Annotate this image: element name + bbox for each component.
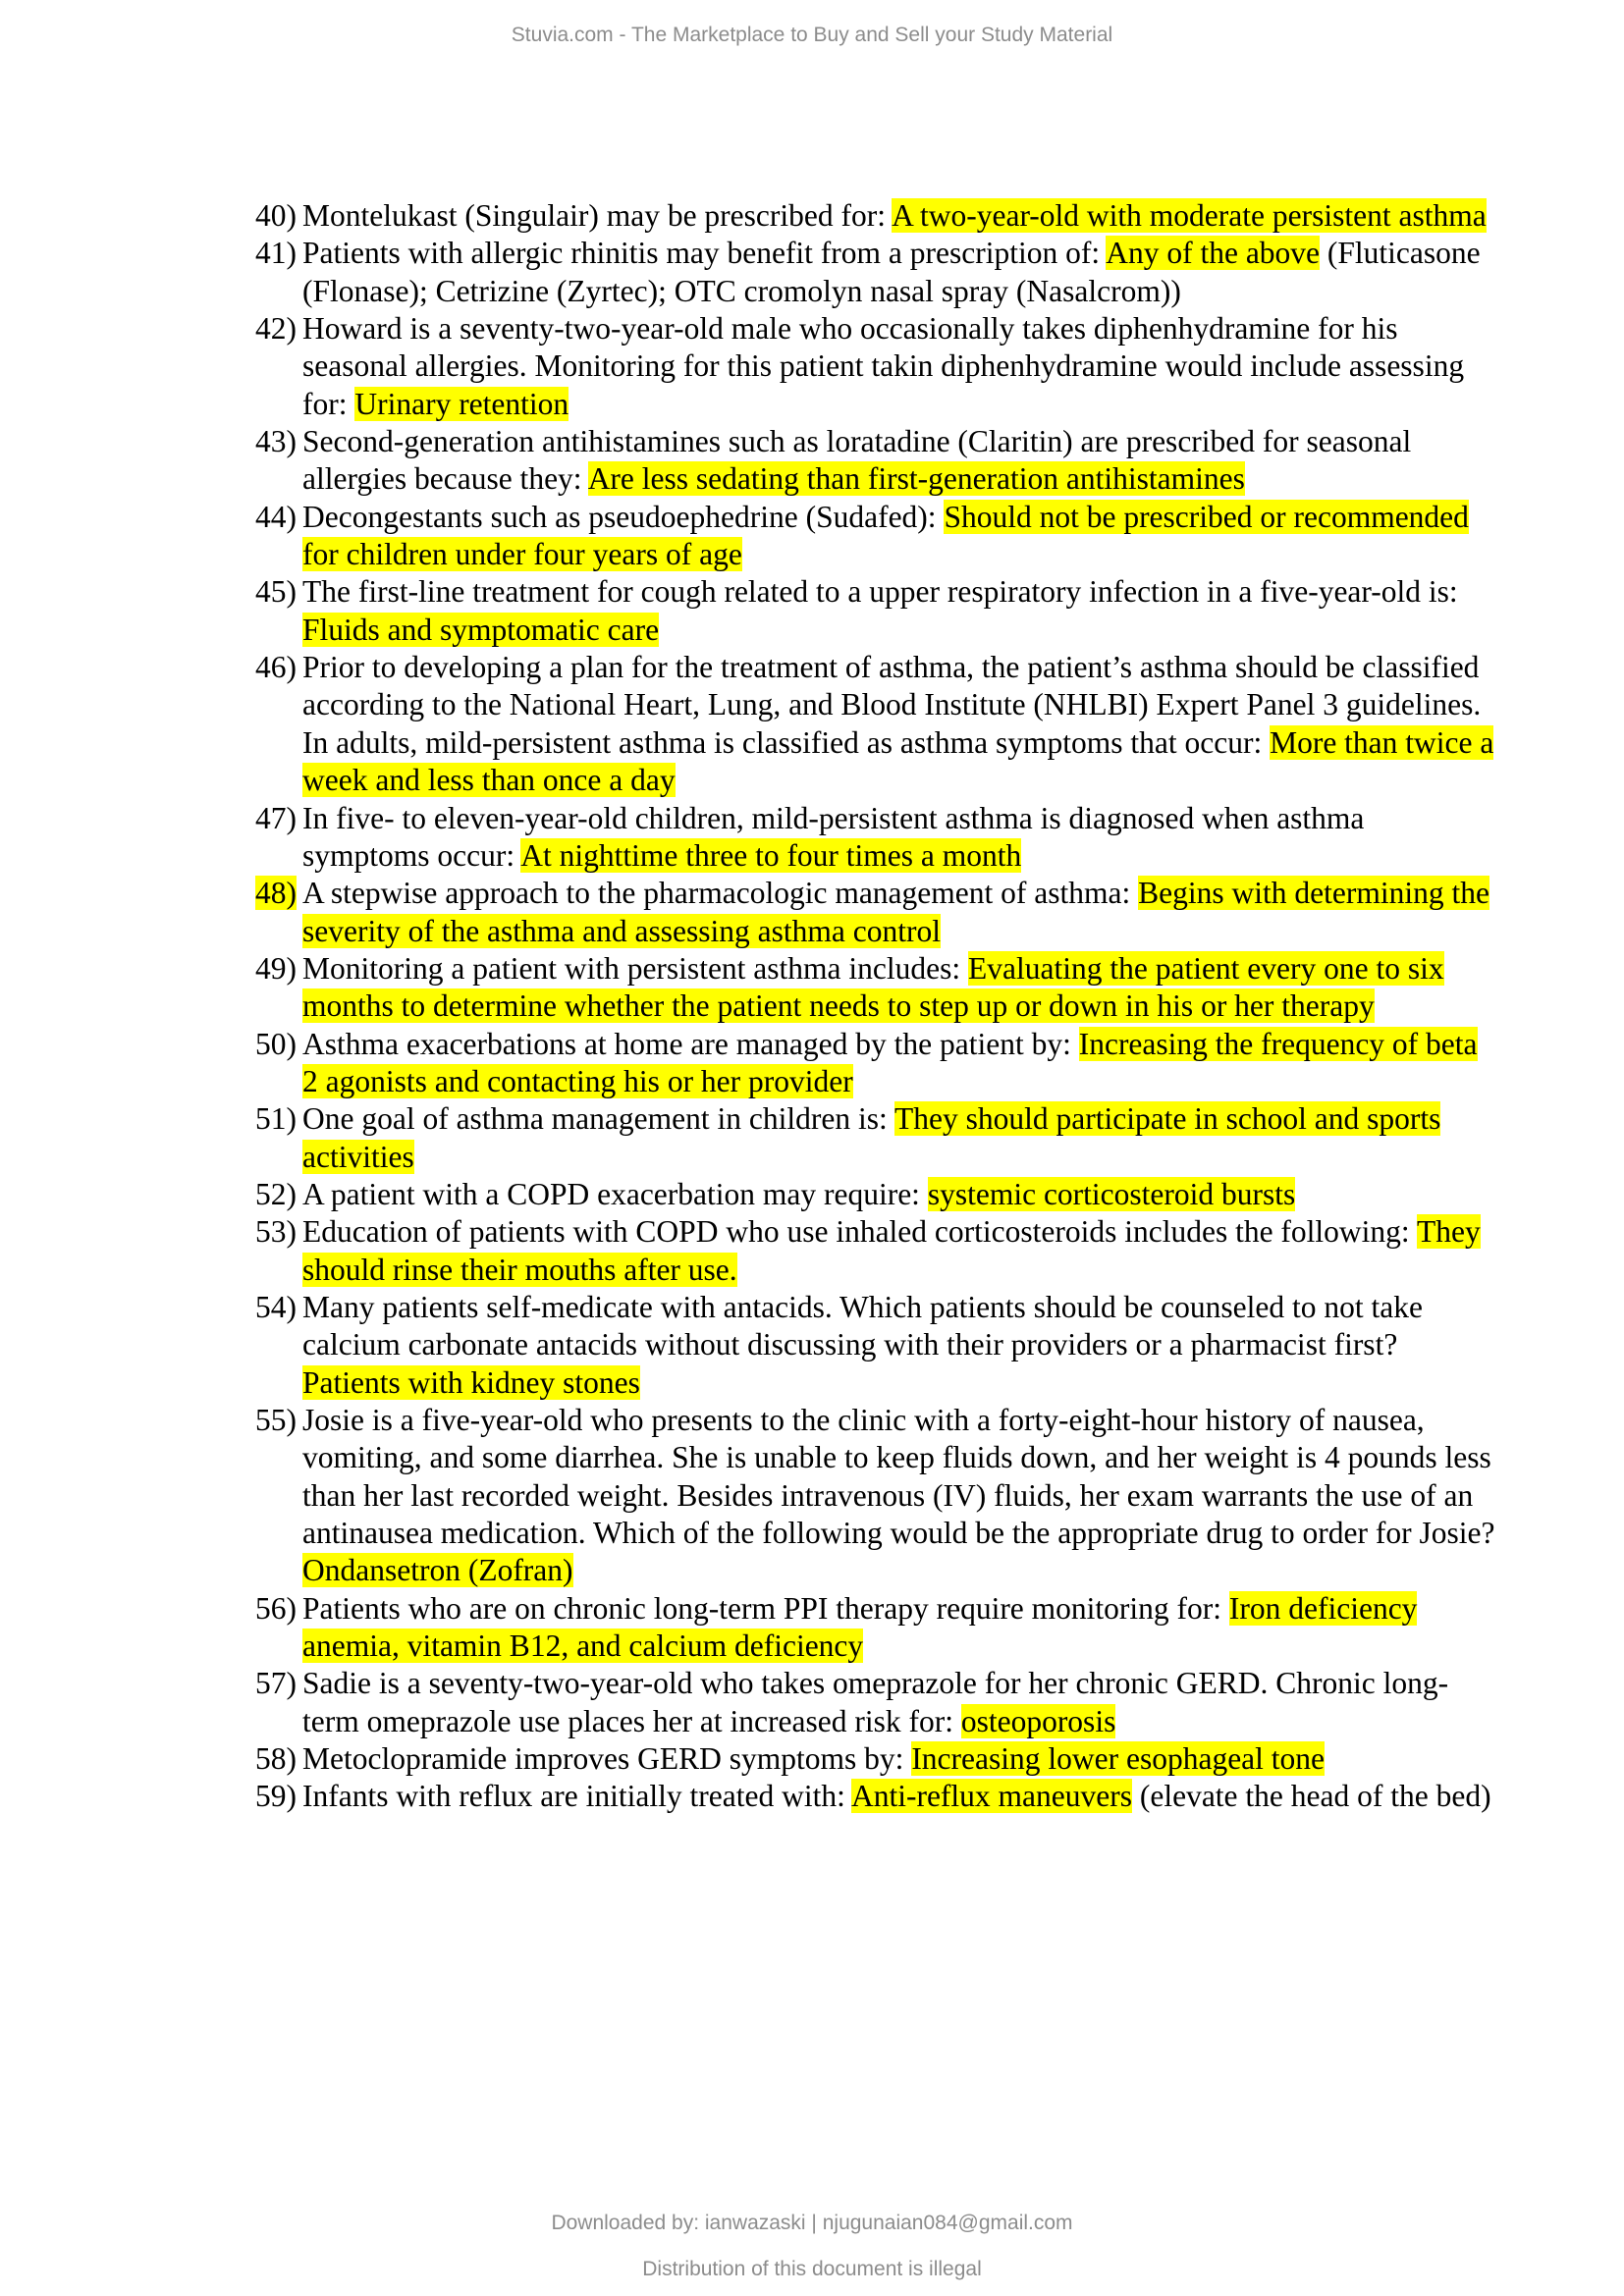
list-item (240, 197, 1496, 235)
item-text (302, 197, 1496, 235)
item-number (240, 875, 302, 912)
item-number (240, 1213, 302, 1251)
item-number-text: 46) (255, 650, 297, 685)
list-item (240, 1665, 1496, 1740)
question-text: Decongestants such as pseudoephedrine (Sudafed): (302, 499, 945, 534)
question-text: Montelukast (Singulair) may be prescribed for: (302, 198, 893, 233)
item-text (302, 1402, 1496, 1590)
item-number (240, 1402, 302, 1439)
question-text: Howard is a seventy-two-year-old male who occasionally takes diphenhydramine for his seasonal allergies. Monitoring for this patient takin diphenhydramine would include assessing for: (302, 311, 1465, 421)
item-number-text: 49) (255, 950, 297, 986)
highlighted-answer: They should rinse their mouths after use. (302, 1214, 1481, 1287)
item-text (302, 1740, 1496, 1778)
question-text: Monitoring a patient with persistent asthma includes: (302, 950, 969, 986)
question-text: The first-line treatment for cough related to a upper respiratory infection in a five-year-old is: (302, 574, 1458, 610)
item-number-text: 42) (255, 311, 297, 347)
item-number (240, 800, 302, 837)
question-list (240, 197, 1496, 1816)
highlighted-answer: At nighttime three to four times a month (520, 837, 1022, 873)
item-number-text: 40) (255, 198, 297, 233)
list-item (240, 423, 1496, 499)
list-item (240, 499, 1496, 574)
download-info: Downloaded by: ianwazaski | njugunaian084@gmail.com (551, 2212, 1073, 2234)
highlighted-answer: Increasing the frequency of beta 2 agonists and contacting his or her provider (302, 1026, 1478, 1098)
question-text: Many patients self-medicate with antacids. Which patients should be counseled to not take calcium carbonate antacids without discussing with their providers or a pharmacist first? (302, 1289, 1423, 1362)
item-number-text: 43) (255, 424, 297, 459)
item-text (302, 310, 1496, 423)
item-number-text: 54) (255, 1289, 297, 1324)
item-text (302, 1665, 1496, 1740)
item-number (240, 235, 302, 272)
page-header: Stuvia.com - The Marketplace to Buy and Sell your Study Material (511, 24, 1113, 46)
highlighted-answer: osteoporosis (960, 1703, 1116, 1738)
question-text: Infants with reflux are initially treated with: (302, 1779, 851, 1814)
item-number (240, 499, 302, 536)
highlighted-answer: Begins with determining the severity of the asthma and assessing asthma control (302, 876, 1489, 948)
item-text (302, 1213, 1496, 1289)
item-number (240, 423, 302, 460)
item-number (240, 1176, 302, 1213)
question-text: One goal of asthma management in children is: (302, 1101, 895, 1137)
item-text (302, 1100, 1496, 1176)
highlighted-answer: More than twice a week and less than once a day (302, 724, 1494, 798)
item-number-text: 44) (255, 499, 297, 534)
list-item (240, 1740, 1496, 1778)
item-number (240, 310, 302, 347)
question-text: A patient with a COPD exacerbation may require: (302, 1176, 928, 1211)
list-item (240, 875, 1496, 950)
item-number (240, 573, 302, 611)
item-number (240, 1026, 302, 1063)
item-text (302, 499, 1496, 574)
distribution-notice: Distribution of this document is illegal (642, 2258, 982, 2280)
item-number-text: 41) (255, 236, 297, 271)
question-text: Patients who are on chronic long-term PPI therapy require monitoring for: (302, 1590, 1229, 1626)
highlighted-answer: They should participate in school and sports activities (302, 1101, 1441, 1174)
question-text: Second-generation antihistamines such as loratadine (Claritin) are prescribed for seasonal allergies because they: (302, 424, 1412, 497)
item-number-text: 59) (255, 1779, 297, 1814)
highlighted-answer: Anti-reflux maneuvers (850, 1779, 1132, 1814)
list-item (240, 235, 1496, 310)
question-text: Josie is a five-year-old who presents to the clinic with a forty-eight-hour history of nausea, vomiting, and some diarrhea. She is unable to keep fluids down, and her weight is 4 pounds less than her last recorded weight. Besides intravenous (IV) fluids, her exam warrants the use of an antinausea medication. Which of the following would be the appropriate drug to order for Josie? (302, 1403, 1495, 1551)
item-text (302, 1289, 1496, 1402)
item-number-text: 47) (255, 800, 297, 835)
question-text: Asthma exacerbations at home are managed by the patient by: (302, 1026, 1079, 1061)
item-text (302, 1778, 1496, 1815)
item-text (302, 1590, 1496, 1666)
question-text: Prior to developing a plan for the treatment of asthma, the patient’s asthma should be classified according to the National Heart, Lung, and Blood Institute (NHLBI) Expert Panel 3 guidelines. In adults, mild-persistent asthma is classified as asthma symptoms that occur: (302, 650, 1482, 760)
item-number (240, 1665, 302, 1702)
highlighted-answer: Iron deficiency anemia, vitamin B12, and calcium deficiency (302, 1590, 1418, 1664)
question-text: A stepwise approach to the pharmacologic management of asthma: (302, 876, 1139, 911)
highlighted-answer: Urinary retention (354, 386, 569, 421)
list-item (240, 800, 1496, 876)
list-item (240, 950, 1496, 1026)
item-text (302, 235, 1496, 310)
item-text (302, 950, 1496, 1026)
question-text: Education of patients with COPD who use inhaled corticosteroids includes the following: (302, 1214, 1417, 1250)
question-text: (elevate the head of the bed) (1132, 1779, 1491, 1814)
question-text: Patients with allergic rhinitis may benefit from a prescription of: (302, 236, 1107, 271)
list-item (240, 1402, 1496, 1590)
question-text: Sadie is a seventy-two-year-old who takes omeprazole for her chronic GERD. Chronic long-term omeprazole use places her at increased risk for: (302, 1666, 1449, 1738)
highlighted-answer: Evaluating the patient every one to six months to determine whether the patient needs to step up or down in his or her therapy (302, 950, 1444, 1024)
list-item (240, 1590, 1496, 1666)
highlighted-answer: Are less sedating than first-generation antihistamines (587, 461, 1245, 497)
item-number (240, 1778, 302, 1815)
item-text (302, 649, 1496, 799)
item-text (302, 875, 1496, 950)
item-text (302, 1026, 1496, 1101)
item-number-text: 51) (255, 1101, 297, 1137)
item-number-text: 57) (255, 1666, 297, 1701)
item-number (240, 197, 302, 235)
list-item (240, 1100, 1496, 1176)
item-number (240, 649, 302, 686)
item-number-text: 45) (255, 574, 297, 610)
list-item (240, 649, 1496, 799)
highlighted-answer: Increasing lower esophageal tone (911, 1741, 1326, 1777)
question-text: Metoclopramide improves GERD symptoms by: (302, 1741, 912, 1777)
list-item (240, 310, 1496, 423)
item-number-text: 48) (255, 876, 297, 911)
item-number (240, 1740, 302, 1778)
item-number-text: 50) (255, 1026, 297, 1061)
highlighted-answer: Ondansetron (Zofran) (302, 1553, 573, 1588)
highlighted-answer: A two-year-old with moderate persistent asthma (892, 198, 1487, 233)
item-number (240, 1100, 302, 1138)
question-text: (Fluticasone (Flonase); Cetrizine (Zyrtec); OTC cromolyn nasal spray (Nasalcrom)) (302, 236, 1481, 308)
list-item (240, 1176, 1496, 1213)
item-text (302, 573, 1496, 649)
highlighted-answer: systemic corticosteroid bursts (927, 1176, 1296, 1211)
item-text (302, 1176, 1496, 1213)
highlighted-answer: Patients with kidney stones (302, 1364, 640, 1400)
highlighted-answer: Any of the above (1106, 236, 1321, 271)
list-item (240, 573, 1496, 649)
list-item (240, 1026, 1496, 1101)
item-number-text: 55) (255, 1403, 297, 1437)
item-number (240, 950, 302, 988)
highlighted-answer: Should not be prescribed or recommended for children under four years of age (302, 499, 1469, 572)
list-item (240, 1213, 1496, 1289)
item-number-text: 53) (255, 1214, 297, 1250)
item-number-text: 56) (255, 1590, 297, 1626)
item-text (302, 800, 1496, 876)
highlighted-answer: Fluids and symptomatic care (302, 612, 660, 647)
item-number-text: 58) (255, 1741, 297, 1777)
item-number-text: 52) (255, 1176, 297, 1211)
question-text: In five- to eleven-year-old children, mild-persistent asthma is diagnosed when asthma symptoms occur: (302, 800, 1365, 873)
item-number (240, 1289, 302, 1326)
item-text (302, 423, 1496, 499)
list-item (240, 1778, 1496, 1815)
item-number (240, 1590, 302, 1628)
list-item (240, 1289, 1496, 1402)
